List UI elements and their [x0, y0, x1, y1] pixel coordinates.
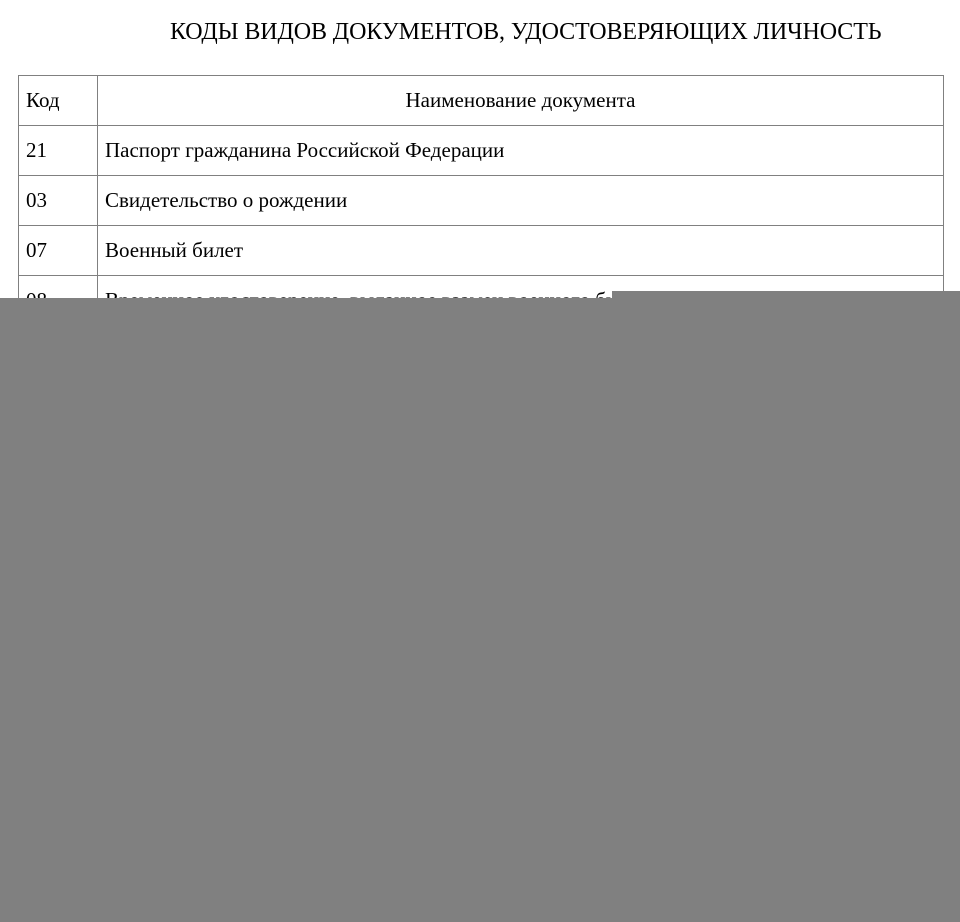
cell-code: 07 [19, 226, 98, 276]
table-header [19, 76, 944, 126]
cell-code: 03 [19, 176, 98, 226]
page-title: КОДЫ ВИДОВ ДОКУМЕНТОВ, УДОСТОВЕРЯЮЩИХ ЛИЧНОСТЬ [170, 19, 882, 45]
table-row [19, 126, 944, 176]
cell-name: Свидетельство о рождении [98, 176, 944, 226]
cell-code: 21 [19, 126, 98, 176]
column-header-code: Код [19, 76, 98, 126]
cell-name: Военный билет [98, 226, 944, 276]
document-codes-table [18, 75, 944, 326]
table-header-row [19, 76, 944, 126]
table-row [19, 226, 944, 276]
cell-name: Паспорт гражданина Российской Федерации [98, 126, 944, 176]
table-row [19, 176, 944, 226]
obscured-overlay [0, 298, 960, 922]
column-header-name: Наименование документа [98, 76, 944, 126]
